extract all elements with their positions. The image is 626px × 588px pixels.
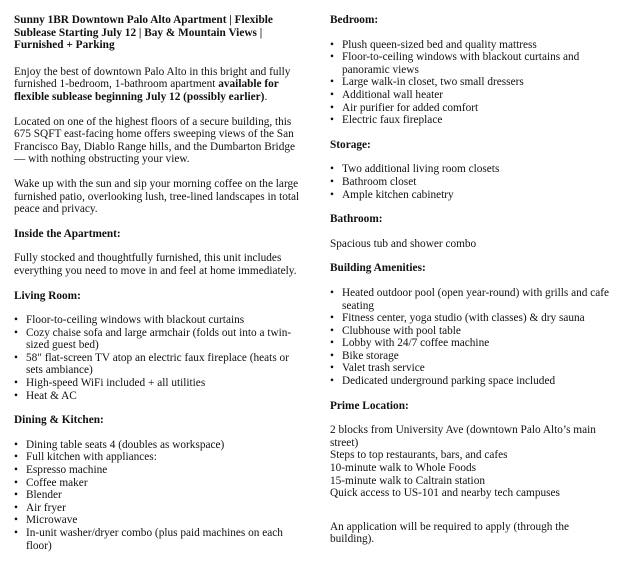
list-item: • High-speed WiFi included + all utilities (14, 377, 306, 390)
list-item: • Full kitchen with appliances: (14, 451, 306, 464)
living-room-list (14, 314, 306, 402)
intro-paragraph (14, 66, 306, 104)
location-line: 10-minute walk to Whole Foods (330, 462, 477, 475)
location-line: Steps to top restaurants, bars, and cafes (330, 449, 508, 462)
list-item: • Fitness center, yoga studio (with classes) & dry sauna (330, 312, 614, 325)
listing-title: Sunny 1BR Downtown Palo Alto Apartment | Flexible Sublease Starting July 12 | Bay & Mountain Views | Furnished + Parking (14, 14, 273, 52)
list-item: • Ample kitchen cabinetry (330, 189, 614, 202)
location-lines (330, 424, 614, 500)
living-room-heading: Living Room: (14, 289, 81, 302)
list-item: • Dedicated underground parking space included (330, 375, 614, 388)
bedroom-heading: Bedroom: (330, 14, 379, 26)
list-item: • Two additional living room closets (330, 163, 614, 176)
list-item: • Clubhouse with pool table (330, 325, 614, 338)
application-note: An application will be required to apply (through the building). (330, 520, 570, 546)
bathroom-text: Spacious tub and shower combo (330, 237, 477, 250)
list-item: • Bike storage (330, 350, 614, 363)
list-item: • Cozy chaise sofa and large armchair (folds out into a twin-sized guest bed) (14, 327, 306, 352)
list-item: • Floor-to-ceiling windows with blackout curtains (14, 314, 306, 327)
list-item: • Microwave (14, 514, 306, 527)
list-item: • Floor-to-ceiling windows with blackout curtains and panoramic views (330, 51, 614, 76)
list-item: • Additional wall heater (330, 89, 614, 102)
inside-paragraph: Fully stocked and thoughtfully furnished, this unit includes everything you need to move in and feel at home immediately. (14, 252, 297, 277)
dining-kitchen-list (14, 439, 306, 552)
building-amenities-heading: Building Amenities: (330, 262, 426, 275)
location-line: 15-minute walk to Caltrain station (330, 474, 485, 487)
list-item: • 58" flat-screen TV atop an electric faux fireplace (heats or sets ambiance) (14, 352, 306, 377)
list-item: • Valet trash service (330, 362, 614, 375)
list-item: • In-unit washer/dryer combo (plus paid machines on each floor) (14, 527, 306, 552)
bedroom-list (330, 39, 614, 127)
left-column (14, 14, 306, 564)
storage-list (330, 163, 614, 201)
list-item: • Espresso machine (14, 464, 306, 477)
location-views-paragraph: Located on one of the highest floors of a secure building, this 675 SQFT east-facing home offers sweeping views of the San Francisco Bay, Diablo Range hills, and the Dumbarton Bridge — with nothing obstructing your view. (14, 115, 296, 166)
storage-heading: Storage: (330, 138, 371, 151)
prime-location-heading: Prime Location: (330, 399, 409, 412)
list-item: • Electric faux fireplace (330, 114, 614, 127)
building-amenities-list (330, 287, 614, 388)
list-item: • Bathroom closet (330, 176, 614, 189)
bathroom-heading: Bathroom: (330, 213, 383, 226)
inside-heading: Inside the Apartment: (14, 227, 121, 240)
list-item: • Blender (14, 489, 306, 502)
list-item: • Lobby with 24/7 coffee machine (330, 337, 614, 350)
intro-text: Enjoy the best of downtown Palo Alto in this bright and fully furnished 1-bedroom, 1-bathroom apartment (14, 65, 291, 91)
list-item: • Heat & AC (14, 390, 306, 403)
intro-availability: available for flexible sublease beginning July 12 (possibly earlier) (14, 78, 279, 103)
list-item: • Air fryer (14, 502, 306, 515)
intro-period: . (264, 90, 268, 103)
right-column (330, 14, 614, 546)
list-item: • Coffee maker (14, 477, 306, 490)
patio-paragraph: Wake up with the sun and sip your morning coffee on the large furnished patio, overlooking lush, tree-lined landscapes in total peace and privacy. (14, 177, 300, 216)
list-item: • Plush queen-sized bed and quality mattress (330, 39, 614, 52)
list-item: • Dining table seats 4 (doubles as workspace) (14, 439, 306, 452)
list-item: • Heated outdoor pool (open year-round) with grills and cafe seating (330, 287, 614, 312)
dining-kitchen-heading: Dining & Kitchen: (14, 414, 104, 427)
list-item: • Air purifier for added comfort (330, 102, 614, 115)
location-line: 2 blocks from University Ave (downtown Palo Alto’s main street) (330, 424, 596, 449)
list-item: • Large walk-in closet, two small dressers (330, 76, 614, 89)
location-line: Quick access to US-101 and nearby tech campuses (330, 487, 560, 500)
